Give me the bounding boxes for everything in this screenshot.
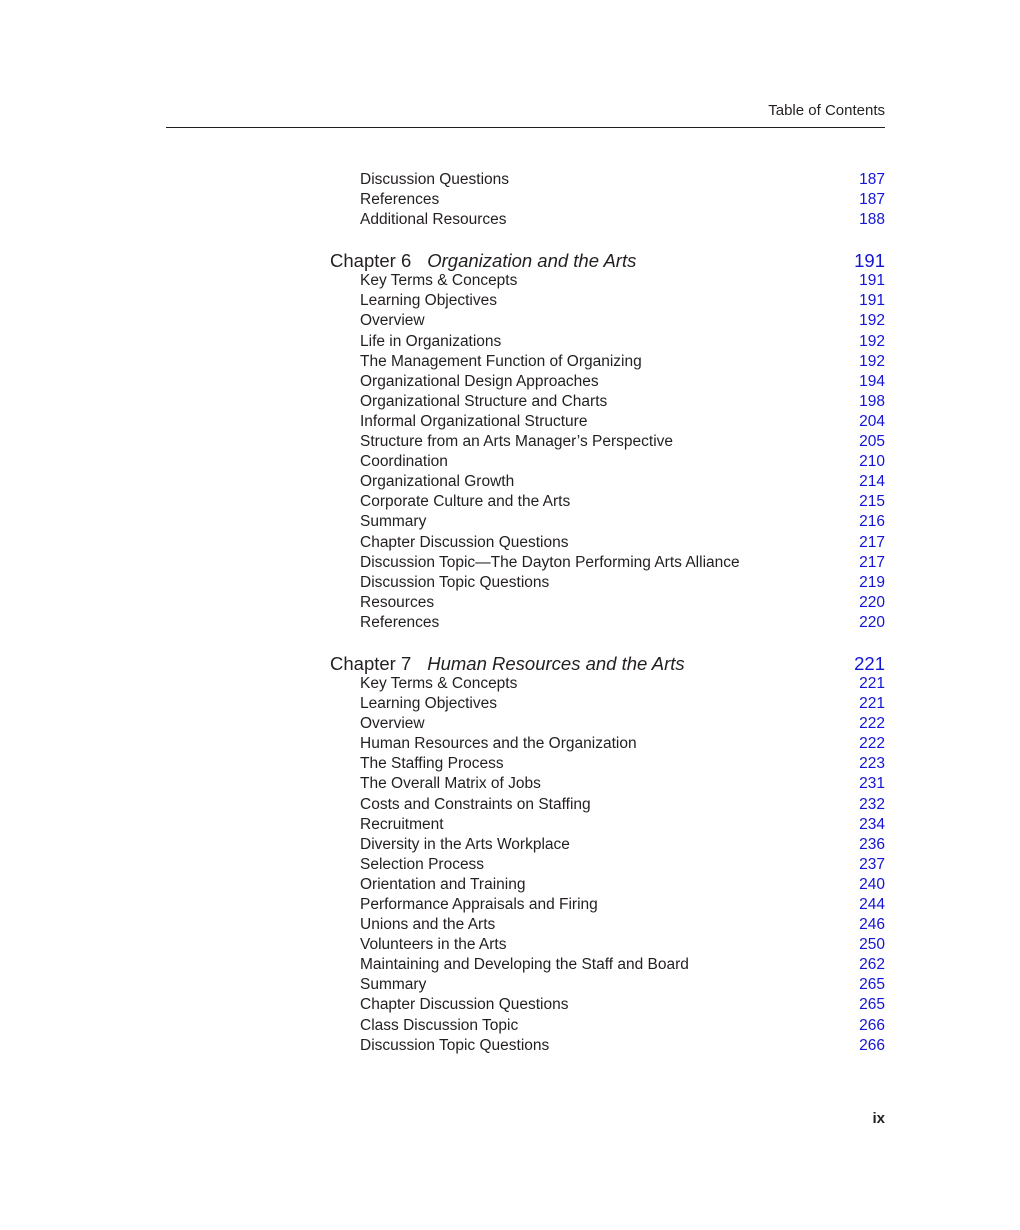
toc-entry-page-number[interactable]: 198 <box>859 392 885 410</box>
toc-entry-title: Diversity in the Arts Workplace <box>360 835 570 853</box>
toc-entry-page-number[interactable]: 191 <box>859 272 885 290</box>
toc-entry-page-number[interactable]: 204 <box>859 412 885 430</box>
toc-entry-page-number[interactable]: 234 <box>859 815 885 833</box>
toc-entry-title: Corporate Culture and the Arts <box>360 493 571 511</box>
toc-entry[interactable] <box>330 210 885 230</box>
toc-entry-page-number[interactable]: 232 <box>859 795 885 813</box>
toc-entry[interactable] <box>330 533 885 553</box>
toc-entry-title: Organizational Structure and Charts <box>360 392 608 410</box>
toc-entry-title: References <box>360 613 440 631</box>
toc-entry[interactable] <box>330 190 885 210</box>
toc-entry-title: Organizational Design Approaches <box>360 372 599 390</box>
toc-entry[interactable] <box>330 271 885 291</box>
toc-entry-page-number[interactable]: 191 <box>859 292 885 310</box>
toc-entry-page-number[interactable]: 240 <box>859 875 885 893</box>
toc-entry-page-number[interactable]: 210 <box>859 453 885 471</box>
toc-entry-title: Summary <box>360 513 427 531</box>
toc-entry-title: Summary <box>360 976 427 994</box>
toc-entry-page-number[interactable]: 223 <box>859 755 885 773</box>
toc-entry-page-number[interactable]: 187 <box>859 171 885 188</box>
toc-entry-page-number[interactable]: 231 <box>859 775 885 793</box>
toc-entry-page-number[interactable]: 192 <box>859 352 885 370</box>
toc-entry-title: Organizational Growth <box>360 473 515 491</box>
toc-entry[interactable] <box>330 472 885 492</box>
chapter-section <box>330 653 885 1056</box>
toc-entry[interactable] <box>330 170 885 190</box>
toc-entry[interactable] <box>330 372 885 392</box>
toc-entry-title: Learning Objectives <box>360 292 497 310</box>
toc-entry-page-number[interactable]: 237 <box>859 855 885 873</box>
toc-entry[interactable] <box>330 1036 885 1056</box>
toc-entry-title: Recruitment <box>360 815 444 833</box>
toc-entry[interactable] <box>330 855 885 875</box>
toc-entry-title: Chapter Discussion Questions <box>360 996 569 1014</box>
toc-entry-title: Discussion Questions <box>360 171 510 188</box>
toc-entry-title: Coordination <box>360 453 448 471</box>
toc-entry-page-number[interactable]: 205 <box>859 433 885 451</box>
toc-entry[interactable] <box>330 915 885 935</box>
toc-entry[interactable] <box>330 774 885 794</box>
toc-entry-title: Chapter Discussion Questions <box>360 533 569 551</box>
running-head: Table of Contents <box>768 102 885 119</box>
toc-entry-page-number[interactable]: 262 <box>859 956 885 974</box>
toc-entry-page-number[interactable]: 265 <box>859 976 885 994</box>
toc-entry-page-number[interactable]: 236 <box>859 835 885 853</box>
toc-entry-page-number[interactable]: 188 <box>859 211 885 229</box>
toc-entry[interactable] <box>330 412 885 432</box>
toc-entry[interactable] <box>330 613 885 633</box>
toc-entry[interactable] <box>330 995 885 1015</box>
toc-entry-title: Structure from an Arts Manager’s Perspective <box>360 433 674 451</box>
toc-entry-page-number[interactable]: 221 <box>859 674 885 692</box>
toc-entry-page-number[interactable]: 217 <box>859 533 885 551</box>
toc-entry-title: The Overall Matrix of Jobs <box>360 775 541 793</box>
toc-entry-page-number[interactable]: 222 <box>859 715 885 733</box>
toc-entry-page-number[interactable]: 220 <box>859 593 885 611</box>
toc-entry-title: Key Terms & Concepts <box>360 674 518 692</box>
toc-entry[interactable] <box>330 955 885 975</box>
chapter-page-number[interactable]: 221 <box>854 652 885 674</box>
toc-entry-title: Performance Appraisals and Firing <box>360 896 598 913</box>
toc-entry-page-number[interactable]: 250 <box>859 936 885 954</box>
toc-entry-title: Costs and Constraints on Staffing <box>360 795 591 813</box>
chapter-number: Chapter 7 <box>330 652 412 674</box>
toc-entry-page-number[interactable]: 217 <box>859 553 885 571</box>
toc-entry-page-number[interactable]: 215 <box>859 493 885 511</box>
toc-entry-title: Volunteers in the Arts <box>360 936 507 954</box>
toc-entry-page-number[interactable]: 221 <box>859 695 885 713</box>
toc-entry[interactable] <box>330 714 885 734</box>
chapter-number: Chapter 6 <box>330 250 412 272</box>
toc-entry-title: The Staffing Process <box>360 755 504 773</box>
toc-entry[interactable] <box>330 553 885 573</box>
toc-entry[interactable] <box>330 593 885 613</box>
toc-entry[interactable] <box>330 674 885 694</box>
toc-entry[interactable] <box>330 875 885 895</box>
toc-entry[interactable] <box>330 754 885 774</box>
toc-entry[interactable] <box>330 694 885 714</box>
toc-entry-page-number[interactable]: 220 <box>859 613 885 631</box>
toc-entry-page-number[interactable]: 266 <box>859 1016 885 1034</box>
chapter-section <box>330 250 885 633</box>
toc-entry-page-number[interactable]: 192 <box>859 312 885 330</box>
header-rule <box>166 127 885 128</box>
toc-entry[interactable] <box>330 734 885 754</box>
toc-entry-page-number[interactable]: 244 <box>859 896 885 913</box>
toc-entry[interactable] <box>330 895 885 915</box>
toc-entry-title: Resources <box>360 593 435 611</box>
toc-entry-title: References <box>360 191 440 209</box>
toc-entry-title: The Management Function of Organizing <box>360 352 642 370</box>
toc-entry-title: Overview <box>360 715 425 733</box>
toc-entry[interactable] <box>330 975 885 995</box>
toc-entry-title: Orientation and Training <box>360 875 526 893</box>
chapter-heading[interactable] <box>330 653 885 674</box>
toc-entry-title: Unions and the Arts <box>360 916 496 934</box>
toc-entry-title: Informal Organizational Structure <box>360 412 588 430</box>
toc-entry[interactable] <box>330 935 885 955</box>
toc-entry-title: Life in Organizations <box>360 332 502 350</box>
toc-entry-page-number[interactable]: 216 <box>859 513 885 531</box>
chapter-label-group <box>330 250 636 271</box>
toc-entry[interactable] <box>330 1016 885 1036</box>
toc-entry-page-number[interactable]: 266 <box>859 1036 885 1054</box>
toc-entry-title: Overview <box>360 312 425 330</box>
chapter-title: Organization and the Arts <box>427 250 637 272</box>
toc-entry-title: Maintaining and Developing the Staff and Board <box>360 956 689 974</box>
toc-entry[interactable] <box>330 492 885 512</box>
toc-entry[interactable] <box>330 352 885 372</box>
toc-entry[interactable] <box>330 573 885 593</box>
toc-entry-page-number[interactable]: 246 <box>859 916 885 934</box>
chapter-heading[interactable] <box>330 250 885 271</box>
toc-entry-page-number[interactable]: 222 <box>859 735 885 753</box>
toc-entry-page-number[interactable]: 219 <box>859 573 885 591</box>
table-of-contents <box>330 170 885 1056</box>
toc-entry-title: Discussion Topic Questions <box>360 1036 550 1054</box>
toc-entry-title: Additional Resources <box>360 211 507 229</box>
toc-entry[interactable] <box>330 291 885 311</box>
toc-entry-title: Selection Process <box>360 855 485 873</box>
toc-entry[interactable] <box>330 432 885 452</box>
toc-entry-page-number[interactable]: 214 <box>859 473 885 491</box>
chapter-list <box>330 250 885 1055</box>
chapter-page-number[interactable]: 191 <box>854 250 885 272</box>
toc-entry[interactable] <box>330 795 885 815</box>
toc-entry[interactable] <box>330 452 885 472</box>
page-number: ix <box>872 1110 885 1127</box>
toc-entry-title: Human Resources and the Organization <box>360 735 637 753</box>
toc-entry-title: Class Discussion Topic <box>360 1016 519 1034</box>
chapter-title: Human Resources and the Arts <box>427 652 685 674</box>
toc-entry[interactable] <box>330 332 885 352</box>
chapter-label-group <box>330 653 685 674</box>
toc-entry[interactable] <box>330 392 885 412</box>
toc-entry[interactable] <box>330 512 885 532</box>
toc-entry-title: Discussion Topic Questions <box>360 573 550 591</box>
toc-entry[interactable] <box>330 835 885 855</box>
toc-entry-page-number[interactable]: 187 <box>859 191 885 209</box>
toc-entry-page-number[interactable]: 194 <box>859 372 885 390</box>
toc-entry[interactable] <box>330 311 885 331</box>
toc-entry-page-number[interactable]: 265 <box>859 996 885 1014</box>
toc-entry-title: Key Terms & Concepts <box>360 272 518 290</box>
toc-entry-title: Discussion Topic—The Dayton Performing Arts Alliance <box>360 553 740 571</box>
lead-entries <box>330 170 885 230</box>
toc-entry[interactable] <box>330 815 885 835</box>
toc-entry-page-number[interactable]: 192 <box>859 332 885 350</box>
toc-entry-title: Learning Objectives <box>360 695 497 713</box>
